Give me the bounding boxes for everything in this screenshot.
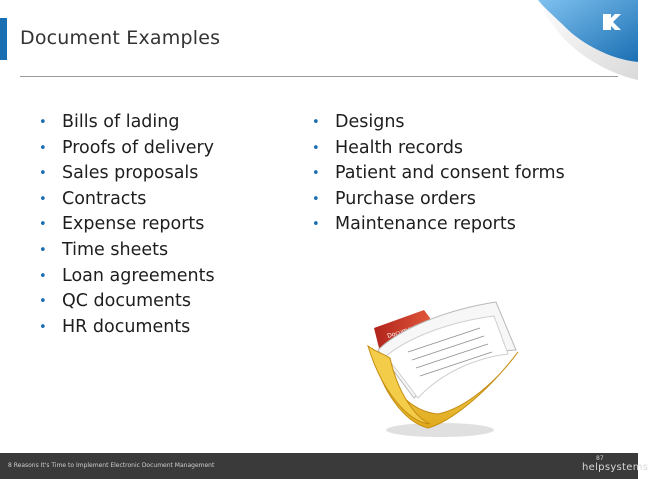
list-item	[39, 161, 215, 187]
bullet-icon: •	[312, 217, 320, 233]
list-item-label: Bills of lading	[62, 112, 180, 132]
list-item-label: Loan agreements	[62, 265, 215, 286]
list-item	[312, 187, 565, 213]
list-item-label: Patient and consent forms	[335, 163, 565, 184]
slide-title: Document Examples	[20, 27, 221, 49]
bullet-icon: •	[39, 242, 47, 258]
bullet-icon: •	[312, 191, 320, 207]
list-item	[39, 187, 215, 213]
list-item	[39, 289, 215, 315]
bullet-icon: •	[39, 140, 47, 156]
list-item-label: Health records	[335, 137, 464, 158]
list-item-label: Proofs of delivery	[62, 137, 215, 158]
document-folder-icon	[368, 290, 524, 440]
list-item	[39, 238, 215, 264]
list-item	[39, 264, 215, 290]
list-item-label: Purchase orders	[335, 188, 476, 209]
list-item	[312, 110, 565, 136]
list-item	[39, 136, 215, 162]
bullet-icon: •	[312, 115, 320, 130]
bullet-icon: •	[39, 294, 47, 310]
bullet-icon: •	[39, 217, 47, 233]
footer-bar	[0, 453, 648, 479]
bullet-icon: •	[39, 115, 47, 130]
list-item-label: Contracts	[62, 188, 147, 209]
bullet-icon: •	[39, 166, 47, 182]
list-item	[312, 161, 565, 187]
list-item-label: HR documents	[62, 316, 191, 337]
bullet-icon: •	[39, 319, 47, 335]
bullet-icon: •	[312, 140, 320, 156]
bullet-icon: •	[39, 191, 47, 207]
list-item-label: QC documents	[62, 291, 191, 312]
company-logo: helpsystems	[582, 462, 648, 473]
bullet-icon: •	[312, 166, 320, 182]
title-accent-bar	[0, 18, 7, 60]
list-item	[312, 212, 565, 238]
list-item	[39, 315, 215, 341]
list-item	[39, 212, 215, 238]
list-item-label: Expense reports	[62, 214, 205, 235]
list-item-label: Time sheets	[62, 239, 169, 260]
page-number: 87	[596, 455, 604, 462]
list-item	[39, 110, 215, 136]
right-document-list	[312, 110, 565, 238]
list-item-label: Sales proposals	[62, 163, 199, 184]
page-curl-logo-icon	[520, 0, 638, 80]
list-item-label: Designs	[335, 112, 405, 132]
left-document-list	[39, 110, 215, 340]
footer-title: 8 Reasons It's Time to Implement Electronic Document Management	[8, 462, 215, 469]
bullet-icon: •	[39, 268, 47, 284]
list-item	[312, 136, 565, 162]
list-item-label: Maintenance reports	[335, 214, 516, 235]
